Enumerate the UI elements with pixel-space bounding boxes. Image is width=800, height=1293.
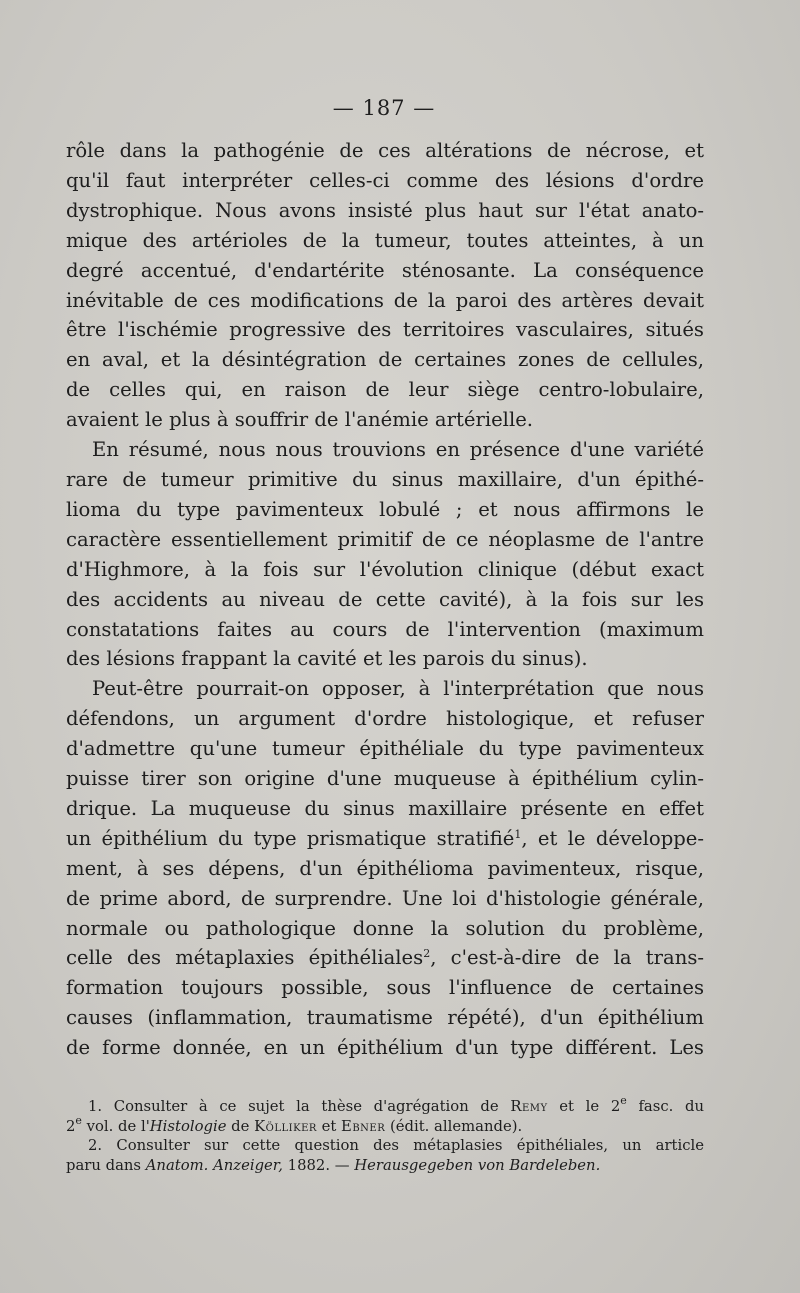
footnote-text: vol. de l' <box>81 1117 150 1135</box>
footnote-marker: 1 <box>514 827 522 841</box>
text-line: degré accentué, d'endartérite sténosante. La conséquence <box>66 258 704 282</box>
text-line: causes (inflammation, traumatisme répété), d'un épithélium <box>66 1006 704 1030</box>
journal-title: Anatom. Anzeiger, <box>145 1156 283 1174</box>
text-line: d'Highmore, à la fois sur l'évolution clinique (début exact <box>66 557 704 581</box>
footnote-text: fasc. du <box>626 1098 705 1115</box>
text-line: formation toujours possible, sous l'influence de certaines <box>66 976 704 1000</box>
text-segment: un épithélium du type prismatique stratifié <box>66 826 515 850</box>
text-line: inévitable de ces modifications de la paroi des artères devait <box>66 288 704 312</box>
footnote-text: et le 2 <box>547 1098 621 1115</box>
footnote-text: (édit. allemande). <box>385 1117 523 1135</box>
text-line: qu'il faut interpréter celles-ci comme des lésions d'ordre <box>66 168 704 192</box>
text-line: Peut-être pourrait-on opposer, à l'interprétation que nous <box>92 677 704 701</box>
page-number: — 187 — <box>332 96 436 120</box>
text-line: rôle dans la pathogénie de ces altérations de nécrose, et <box>66 139 704 162</box>
author-name: Kölliker <box>254 1117 317 1135</box>
text-line-with-footnote <box>66 943 704 973</box>
text-line: des lésions frappant la cavité et les parois du sinus). <box>66 647 588 671</box>
text-line: être l'ischémie progressive des territoires vasculaires, situés <box>66 318 704 342</box>
text-line: de forme donnée, en un épithélium d'un type différent. Les <box>66 1036 704 1060</box>
footnote-text: de <box>226 1117 255 1135</box>
footnote-text: 1882. — <box>282 1156 355 1174</box>
text-line: de celles qui, en raison de leur siège centro-lobulaire, <box>66 378 704 402</box>
editor-credit: Herausgegeben von Bardeleben. <box>354 1156 601 1174</box>
text-line: ment, à ses dépens, d'un épithélioma pavimenteux, risque, <box>66 856 704 880</box>
footnote-1-continued <box>66 1113 704 1137</box>
text-line: d'admettre qu'une tumeur épithéliale du type pavimenteux <box>66 737 704 761</box>
body-text <box>66 136 704 1063</box>
text-line: des accidents au niveau de cette cavité), à la fois sur les <box>66 587 704 611</box>
footnote-1 <box>66 1094 705 1117</box>
footnote-2-continued <box>66 1156 704 1176</box>
text-segment: , et le développe- <box>521 826 704 850</box>
text-line: constatations faites au cours de l'intervention (maximum <box>66 617 704 641</box>
text-line: drique. La muqueuse du sinus maxillaire présente en effet <box>66 796 704 820</box>
footnote-text: paru dans <box>66 1156 146 1174</box>
text-line: En résumé, nous nous trouvions en présence d'une variété <box>92 438 704 462</box>
text-line-with-footnote <box>66 824 704 854</box>
text-line: de prime abord, de surprendre. Une loi d'histologie générale, <box>66 886 704 910</box>
text-line: lioma du type pavimenteux lobulé ; et nous affirmons le <box>66 497 704 521</box>
book-title: Histologie <box>149 1117 227 1135</box>
text-line: en aval, et la désintégration de certaines zones de cellules, <box>66 348 704 372</box>
ordinal-superscript: e <box>75 1113 82 1127</box>
text-line: dystrophique. Nous avons insisté plus haut sur l'état anato- <box>66 198 704 222</box>
footnote-text: 1. Consulter à ce sujet la thèse d'agrégation de <box>88 1098 511 1115</box>
ordinal-superscript: e <box>620 1094 627 1107</box>
text-line: rare de tumeur primitive du sinus maxillaire, d'un épithé- <box>66 467 704 491</box>
text-line: caractère essentiellement primitif de ce néoplasme de l'antre <box>66 527 704 551</box>
footnote-marker: 2 <box>423 947 431 961</box>
footnote-text: et <box>316 1117 342 1135</box>
text-line: normale ou pathologique donne la solution du problème, <box>66 916 704 940</box>
text-segment: celle des métaplaxies épithéliales <box>66 946 424 970</box>
footnote-text: 2 <box>66 1117 76 1135</box>
text-segment: , c'est-à-dire de la trans- <box>430 946 705 970</box>
text-line: avaient le plus à souffrir de l'anémie artérielle. <box>66 408 534 432</box>
author-name: Ebner <box>341 1117 386 1135</box>
text-line: puisse tirer son origine d'une muqueuse à épithélium cylin- <box>66 767 704 791</box>
text-line: défendons, un argument d'ordre histologique, et refuser <box>66 707 704 731</box>
footnote-2: 2. Consulter sur cette question des métaplasies épithéliales, un article <box>88 1137 704 1154</box>
author-name: Remy <box>510 1098 548 1115</box>
text-line: mique des artérioles de la tumeur, toutes atteintes, à un <box>66 228 704 252</box>
footnotes <box>66 1094 705 1175</box>
